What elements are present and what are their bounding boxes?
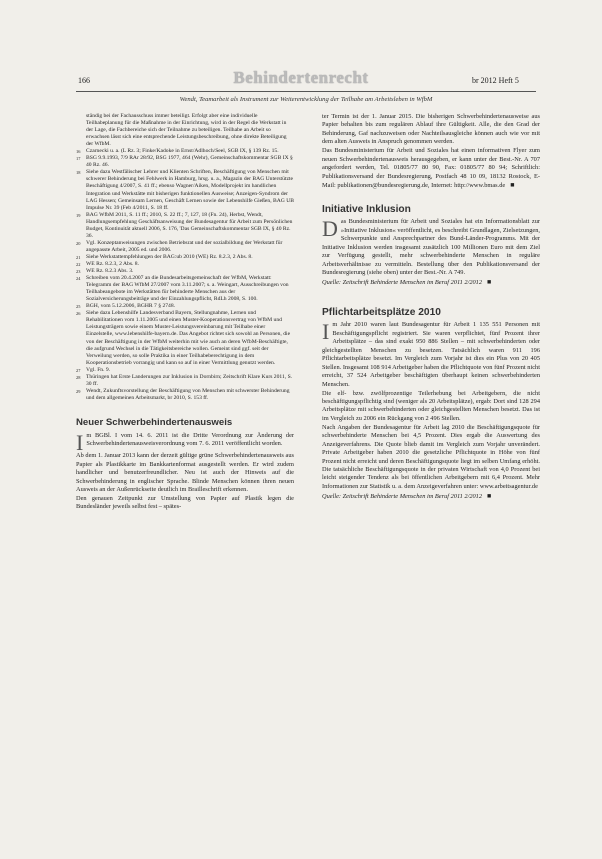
footnote-number: 23	[76, 269, 81, 275]
footnote	[76, 275, 294, 303]
pflicht-source: Quelle: Zeitschrift Behinderte Menschen im Beruf 2011 2/2012 ■	[322, 491, 492, 500]
left-column	[76, 113, 294, 512]
footnote-text: WE Rz. 8.2.3, 2 Abs. 8.	[86, 260, 139, 267]
pflicht-paragraph-2: Die elf- bzw. zwölfprozentige Teilerhebung bei Arbeitgebern, die nicht beschäftigungspflichtig sind (weniger als 20 Arbeitsplätze), ergab: Dort sind 128 294 Arbeitsplätze mit schwerbehinderten oder gleichgestellten Menschen besetzt. Das ist im Vergleich zu 2006 ein Rückgang von 2 496 Stellen.	[322, 389, 540, 422]
footnote-text: Thüringen hat Erste Landerungen zur Inklusion in Dornbirn; Zeitschrift Klare Kurs 2011, S. 30 ff.	[86, 373, 293, 387]
inklusion-source: Quelle: Zeitschrift Behinderte Menschen im Beruf 2011 2/2012 ■	[322, 278, 492, 287]
footnote-number: 27	[76, 367, 81, 373]
running-title: Wendt, Teamarbeit als Instrument zur Weiterentwicklung der Teilhabe am Arbeitsleben in WfbM	[179, 96, 433, 103]
drop-cap: I	[322, 321, 330, 345]
footnote	[76, 240, 294, 254]
footnote	[76, 374, 294, 388]
ausweis-paragraph-2: Ab dem 1. Januar 2013 kann der derzeit gültige grüne Schwerbehindertenausweis aus Papier als Plastikkarte im Bankkartenformat ausgestellt werden. Er wird zudem handlicher und benutzerfreundlicher. Neu ist auch der Hinweis auf die Schwerbehinderung in englischer Sprache. Blinde Menschen können ihren neuen Ausweis an der Außenrückseite deutlich im Brailleschrift erkennen.	[76, 452, 294, 494]
footnote-text: Vgl. Konzeptanweisungen zwischen Betriebsrat und der sozialbildung der Werkstatt für angepasste Arbeit, 2005 ed. und 2006.	[86, 239, 283, 253]
page-number: 166	[78, 76, 90, 85]
footnote	[76, 212, 294, 240]
footnote	[76, 148, 294, 155]
footnote-text: Siehe dazu Westfälischer Lehrer und Klienten Schriften, Beschäftigung von Menschen mit schwerer Behinderung bei Fehlwerk in Hamburg, hrsg. u. a., Magazin der BAG Unterstützte Beschäftigung 4/2007, S. 41 ff.; ebenso Wagner/Aiken, Modellprojekt im handlichen Integration und Werkstätte mit bisherigen funktionellen Ausweise; Anzeigen-Syndrom der LAG Hessen; Gemeinsam Lernen, Geschäft Lernen sowie der Lebenshilfe Gießen, BAG UB Impulse Nr. 39 (Feb 4/2011, S. 18 ff.	[86, 169, 294, 211]
issue-label: br 2012 Heft 5	[472, 76, 519, 85]
footnote	[76, 254, 294, 261]
article-end-icon: ■	[487, 278, 492, 287]
footnote-number: 20	[76, 240, 81, 246]
ausweis-paragraph-3: Den genauen Zeitpunkt zur Umstellung von Papier auf Plastik legen die Bundesländer jeweils selbst fest – spätes-	[76, 494, 294, 511]
footnote-number: 26	[76, 311, 81, 317]
footnote-number: 17	[76, 156, 81, 162]
footnote	[76, 169, 294, 211]
footnote	[76, 303, 294, 310]
footnote-number: 29	[76, 388, 81, 394]
footnote	[76, 261, 294, 268]
right-column	[322, 113, 540, 501]
ausweis-paragraph-1: Im BGBl. I vom 14. 6. 2011 ist die Dritte Verordnung zur Änderung der Schwerbehindertenausweisverordnung vom 7. 6. 2011 veröffentlicht worden.	[76, 431, 294, 452]
drop-cap: I	[76, 431, 84, 452]
footnote-text: Czarnecki u. a. (L Rz. 3; Finke/Kadoke in Ernst/Adlhoch/Seel, SGB IX, § 139 Rz. 15.	[86, 148, 279, 155]
footnote-text: Siehe dazu Lebenshilfe Landesverband Bayern, Stellungnahme, Lernen und Rehabilitationen vom 1.11.2005 und einen Muster-Kooperationsvertrag von WfbM und Leistungsträgern sowie einem Muster-Leistungsvereinbarung mit Teilhabe einer Einzelstelle, www.lebenshilfe-bayern.de. Das Angebot richtet sich sowohl an Personen, die von der Beschäftigung in der WfbM weiterhin mit wie auch an deren WfbM-Beschäftigte, die aufgrund Wechsel in die Tätigkeitsbereiche wollen. Gemeint sind ggf. seit der Verweilung werden, so solle Praktika in einer Teilhabeberechtigung in dem Kooperationsbetrieb vorrangig und kann so auf in einer Vermittlung genutzt werden.	[86, 310, 291, 366]
section-heading-ausweis: Neuer Schwerbehindertenausweis	[76, 416, 233, 428]
footnote-text: BAG WfbM 2011, S. 11 ff.; 2010, S. 22 ff.; 7, 127, 18 (Fn. 24), Herbst, Wendt, Handlungsempfehlung Geschäftsanweisung der Bundesagentur für Arbeit zum Persönlichen Budget, Kontinuität aktuell 2006, S. 176, 'Das Gemeinschaftskommentar SGB IX, § 40 Rz. 36.	[86, 211, 293, 239]
footnote-text: Wendt, Zukunftsvorstellung der Beschäftigung von Menschen mit schwerster Behinderung und dem allgemeinen Arbeitsmarkt, br 2010, S. 153 ff.	[86, 387, 290, 401]
footnote-text: ständig bei der Fachausschuss immer beteiligt. Erfolgt aber eine individuelle Teilhabeplanung für die Maßnahme in der Einrichtung, wird in der Regel die Werkstatt in der Lage, die Fachbereiche sich der Teilnahme zu beteiligen. Teilhabe an Arbeit so erwachsen lässt sich eine entsprechende Leistungsbeschreibung, ohne direkte Beteiligung der WfbM.	[86, 113, 287, 148]
footnote-text: BGH, vom 5.12.2006, BGHR 7 § 2748.	[86, 303, 176, 310]
journal-masthead: Behindertenrecht	[233, 68, 369, 87]
footnote	[76, 268, 294, 275]
footnote-number: 21	[76, 254, 81, 260]
footnote-number: 16	[76, 149, 81, 155]
footnote	[76, 113, 294, 148]
footnote-text: Siehe Werkstattempfehlungen der BAG:ub 2010 (WE) Rz. 8.2.3, 2 Abs. 8.	[86, 253, 253, 260]
article-end-icon: ■	[510, 181, 515, 190]
footnote-number: 18	[76, 170, 81, 176]
pflicht-paragraph-3: Nach Angaben der Bundesagentur für Arbeit lag 2010 die Beschäftigungsquote für schwerbehinderte Menschen bei 4,5 Prozent. Dies ergab die Auswertung des Anzeigeverfahrens. Die Quote blieb damit im Vergleich zum Vorjahr unverändert. Private Arbeitgeber haben 2010 die gesetzliche Pflichtquote in Höhe von fünf Prozent nicht erreicht und deren Beschäftigungsquote liegt im selben Umfang erhöht. Die tatsächliche Beschäftigungsquote in der privaten Wirtschaft von 4,0 Prozent bei leicht steigender Tendenz als bei öffentlichen Arbeitgebern mit 6,4 Prozent. Mehr Informationen zur Statistik u. a. dem Anzeigeverfahren unter: www.arbeitsagentur.de	[322, 423, 540, 490]
footnote	[76, 388, 294, 402]
ausweis-continued-paragraph: ter Termin ist der 1. Januar 2015. Die bisherigen Schwerbehindertenausweise aus Papier behalten bis zum regulären Ablauf ihre Gültigkeit. Alle, die den Grad der Behinderung, Gaf nachzuweisen oder Nachteilsausgleiche können auch wie vor mit dem alten Ausweis in Anspruch genommen werden.	[322, 113, 540, 146]
footnote-text: BSG 9.9.1993, 7/9 RAr 28/92, BSG 1977, 464 (Wehr), Gemeinschaftskommentar SGB IX § 40 Rz. 46.	[86, 155, 293, 169]
pflicht-paragraph-1: Im Jahr 2010 waren laut Bundesagentur für Arbeit 1 135 551 Personen mit Beschäftigungspflicht registriert. Sie waren verpflichtet, fünf Prozent ihrer Arbeitsplätze – das sind exakt 950 886 Stellen – mit schwerbehinderten oder gleichgestellten Menschen zu besetzen. Tatsächlich waren 911 196 Pflichtarbeitsplätze besetzt. Im Vergleich zum Vorjahr ist dies ein Plus von 20 405 Stellen. Insgesamt 108 914 Arbeitgeber haben die Pflichtquote von fünf Prozent nicht erreicht, 37 524 Arbeitgeber beschäftigten überhaupt keinen schwerbehinderten Menschen.	[322, 321, 540, 388]
footnote	[76, 367, 294, 374]
bmas-flyer-paragraph: Das Bundesministerium für Arbeit und Soziales hat einen informativen Flyer zum neuen Schwerbehindertenausweis herausgegeben, er kann unter der Best.-Nr. A 707 angefordert werden, Tel. 01805/77 80 90, Fax: 01805/77 80 94; Schriftlich: Publikationsversand der Bundesregierung, Postfach 48 10 09, 18132 Rostock, E-Mail: publikationen@bundesregierung.de, Internet: http://www.bmas.de ■	[322, 147, 540, 190]
footnote-number: 22	[76, 261, 81, 267]
footnote	[76, 310, 294, 366]
inklusion-paragraph: Das Bundesministerium für Arbeit und Soziales hat ein Informationsblatt zur »Initiative Inklusion« veröffentlicht, es beschreibt Grundlagen, Zielsetzungen, Schwerpunkte und Ansprechpartner des Bund-Länder-Programms. Mit der Initiative Inklusion werden insgesamt zusätzlich 100 Millionen Euro mit dem Ziel zur Verfügung gestellt, mehr schwerbehinderte Menschen in reguläre Arbeitsverhältnisse zu vermitteln. Bestellung über den Publikationsversand der Bundesregierung (siehe oben) unter der Best.-Nr. A 749.	[322, 218, 540, 277]
drop-cap: D	[322, 218, 338, 242]
section-heading-pflicht: Pflichtarbeitsplätze 2010	[322, 307, 441, 319]
footnotes-block	[76, 113, 294, 402]
header-rule	[76, 91, 536, 92]
section-heading-inklusion: Initiative Inklusion	[322, 204, 411, 216]
footnote-text: Schreiben vom 20.4.2007 an die Bundesarbeitsgemeinschaft der WfbM, Werkstatt: Telegramm der BAG WfbM 27/2007 vom 3.11.2007; s. a. Weingart, Ausschreibungen von Teilhabeangebote im Werkstätten für behinderte Menschen aus der Sozialversicherungsbeiträge und der Einzahlungspflicht, RdLh 2008, S. 100.	[86, 275, 289, 303]
footnote-text: WE Rz. 8.2.3 Abs. 3.	[86, 268, 134, 275]
footnote-number: 25	[76, 304, 81, 310]
footnote-number: 19	[76, 212, 81, 218]
article-end-icon: ■	[487, 491, 492, 500]
footnote-text: Vgl. Fn. 9.	[86, 366, 111, 373]
footnote-number: 24	[76, 276, 81, 282]
footnote-number: 28	[76, 374, 81, 380]
footnote	[76, 155, 294, 169]
